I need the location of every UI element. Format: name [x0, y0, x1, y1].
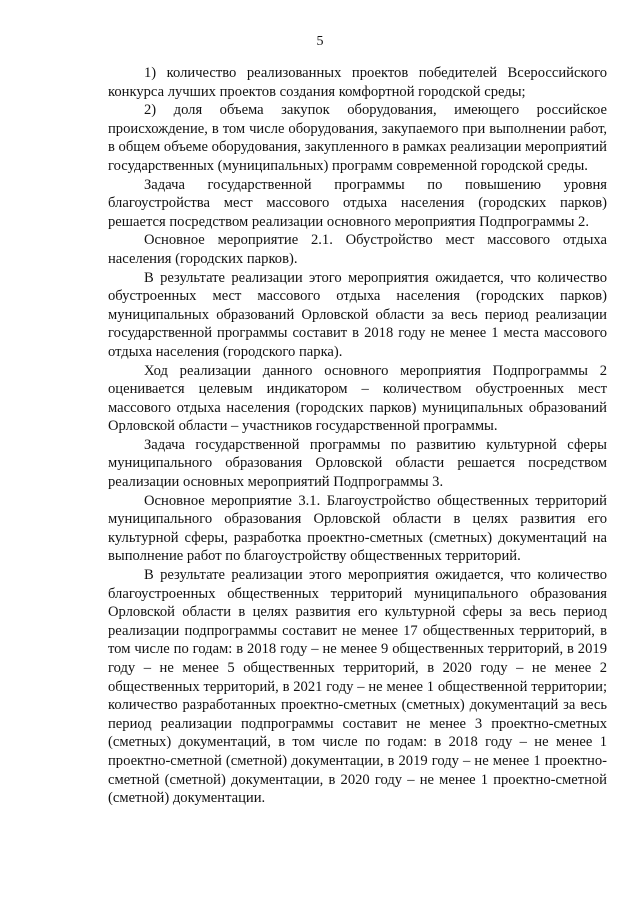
paragraph-measure-3-1: Основное мероприятие 3.1. Благоустройство общественных территорий муниципального образования Орловской области в целях развития его культурной сферы, разработка проектно-сметных (сметных) документаций на выполнение работ по благоустройству общественных территорий. [108, 492, 607, 565]
page-number: 5 [316, 34, 324, 49]
paragraph-measure-2-1: Основное мероприятие 2.1. Обустройство мест массового отдыха населения (городских парков). [108, 232, 607, 267]
paragraph-indicator-2: 2) доля объема закупок оборудования, имеющего российское происхождение, в том числе оборудования, закупаемого при выполнении работ, в общем объеме оборудования, закупленного в рамках реализации мероприятий государственных (муниципальных) программ современной городской среды. [108, 102, 607, 174]
paragraph-result-measure-3-1: В результате реализации этого мероприятия ожидается, что количество благоустроенных общественных территорий муниципального образования Орловской области в целях развития его культурной сферы за весь период реализации подпрограммы составит не менее 17 общественных территорий, в том числе по годам: в 2018 году – не менее 9 общественных территорий, в 2019 году – не менее 5 общественных территорий, в 2020 году – не менее 2 общественных территорий, в 2021 году – не менее 1 общественной территории; количество разработанных проектно-сметных (сметных) документаций за весь период реализации подпрограммы составит не менее 3 проектно-сметных (сметных) документаций, в том числе по годам: в 2018 году – не менее 1 проектно-сметной (сметной) документации, в 2019 году – не менее 1 проектно-сметной (сметной) документации, в 2020 году – не менее 1 проектно-сметной (сметной) документации. [108, 567, 607, 807]
paragraph-task-subprogram-2: Задача государственной программы по повышению уровня благоустройства мест массового отдыха населения (городских парков) решается посредством реализации основного мероприятия Подпрограммы 2. [108, 176, 607, 230]
paragraph-result-measure-2-1: В результате реализации этого мероприятия ожидается, что количество обустроенных мест массового отдыха населения (городских парков) муниципальных образований Орловской области за весь период реализации государственной программы составит в 2018 году не менее 1 места массового отдыха населения (городского парка). [108, 269, 607, 360]
paragraph-indicator-1: 1) количество реализованных проектов победителей Всероссийского конкурса лучших проектов создания комфортной городской среды; [108, 65, 607, 100]
document-body [108, 64, 607, 808]
paragraph-progress-subprogram-2: Ход реализации данного основного мероприятия Подпрограммы 2 оценивается целевым индикатором – количеством обустроенных мест массового отдыха населения (городских парков) муниципальных образований Орловской области – участников государственной программы. [108, 362, 607, 435]
paragraph-task-subprogram-3: Задача государственной программы по развитию культурной сферы муниципального образования Орловской области решается посредством реализации основных мероприятий Подпрограммы 3. [108, 436, 607, 491]
